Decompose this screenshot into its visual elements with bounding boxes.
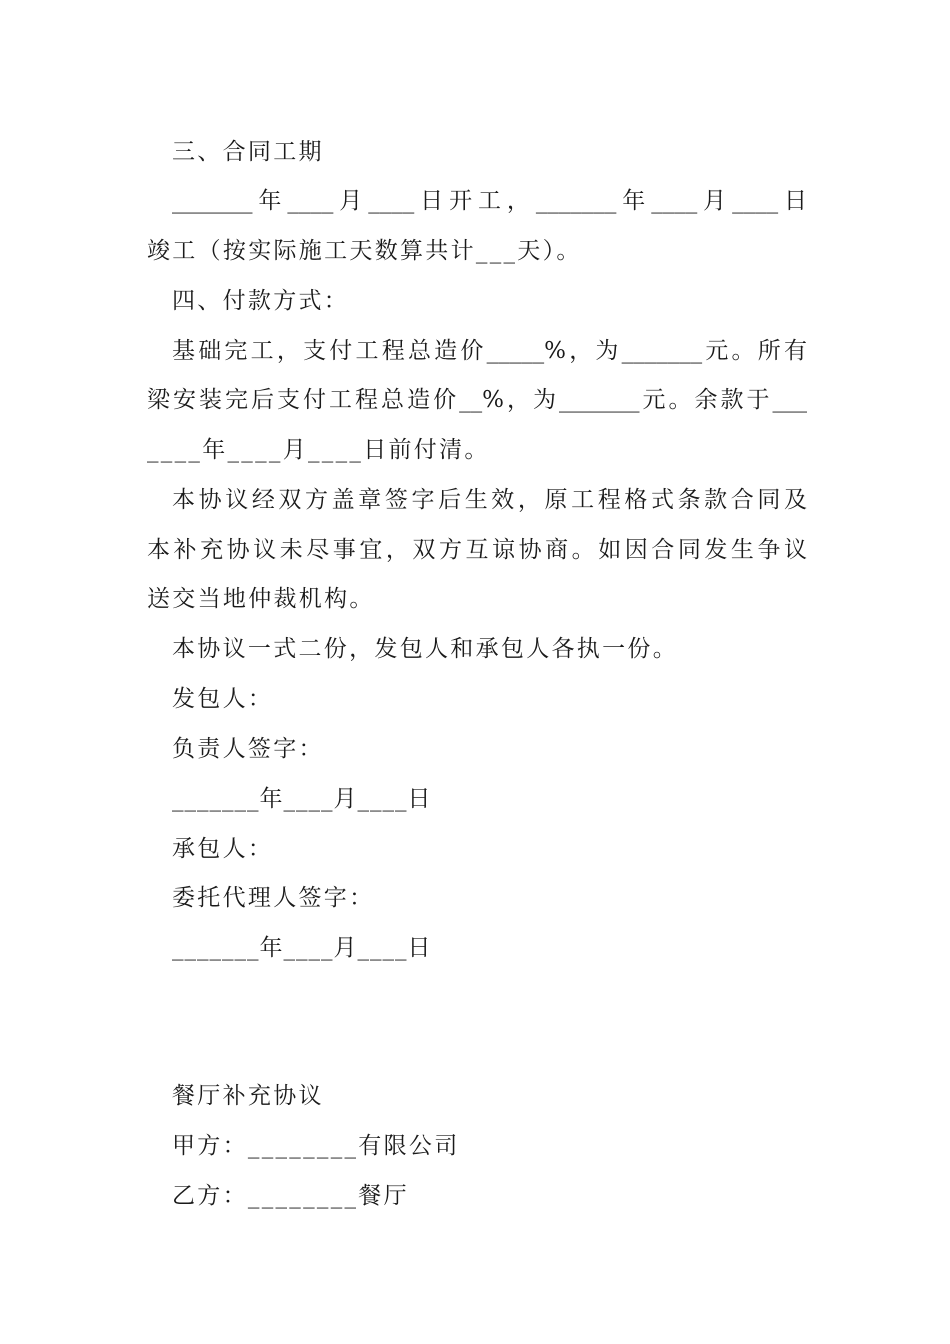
- party-b-line: 乙方：________餐厅: [172, 1183, 409, 1209]
- section4-payment-line-1: 基础完工，支付工程总造价_____%，为_______元。所有: [172, 338, 807, 364]
- effect-clause-line-3: 送交当地仲裁机构。: [147, 586, 375, 612]
- effect-clause-line-2: 本补充协议未尽事宜，双方互谅协商。如因合同发生争议: [147, 537, 807, 563]
- party-a-line: 甲方：________有限公司: [172, 1133, 460, 1159]
- effect-clause-line-1: 本协议经双方盖章签字后生效，原工程格式条款合同及: [172, 487, 807, 513]
- copies-clause: 本协议一式二份，发包人和承包人各执一份。: [172, 636, 678, 662]
- section4-title: 四、付款方式：: [172, 288, 350, 314]
- section3-dates-line: _______年____月____日开工，_______年____月____日: [172, 188, 807, 214]
- employer-date-line: _______年____月____日: [172, 786, 432, 812]
- contractor-label: 承包人：: [172, 836, 274, 862]
- section4-payment-line-3: ____年____月____日前付清。: [147, 437, 490, 463]
- agent-signature-label: 委托代理人签字：: [172, 885, 375, 911]
- employer-label: 发包人：: [172, 686, 274, 712]
- responsible-signature-label: 负责人签字：: [172, 736, 324, 762]
- section3-title: 三、合同工期: [172, 139, 324, 165]
- supplement-title: 餐厅补充协议: [172, 1083, 324, 1109]
- section3-duration-line: 竣工（按实际施工天数算共计___天）。: [147, 238, 582, 264]
- section4-payment-line-2: 梁安装完后支付工程总造价__%，为_______元。余款于___: [147, 387, 807, 413]
- contractor-date-line: _______年____月____日: [172, 935, 432, 961]
